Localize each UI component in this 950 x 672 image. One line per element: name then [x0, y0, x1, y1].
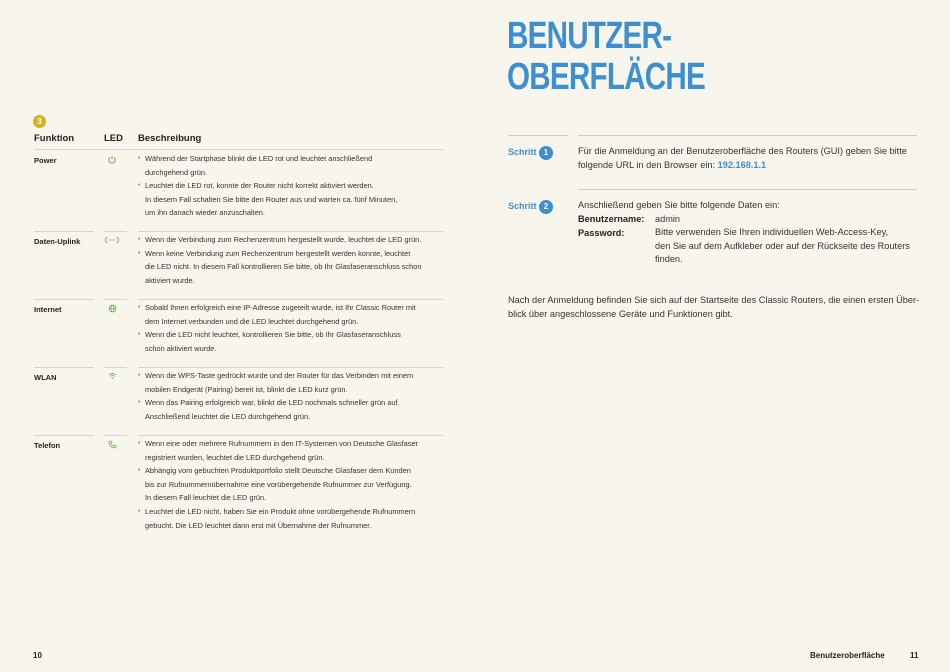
step-1-text-line2: folgende URL in den Browser ein: 192.168.1.1: [578, 159, 767, 170]
function-label: Telefon: [34, 441, 61, 450]
username-value: admin: [655, 213, 681, 224]
row-divider: [138, 367, 443, 368]
closing-line-2: blick über angeschlossene Geräte und Funktionen gibt.: [508, 308, 733, 319]
row-divider: [34, 231, 94, 232]
step-2-number: 2: [539, 200, 553, 214]
power-icon: [104, 155, 120, 167]
list-item: • Abhängig vom gebuchten Produktportfolio stellt Deutsche Glasfaser dem Kunden bis zur Rufnummernübernahme eine vorübergehende Rufnummer zur Verfügung. In diesem Fall leuchtet die LED grün.: [138, 464, 448, 505]
step-2-intro: Anschließend geben Sie bitte folgende Daten ein:: [578, 200, 780, 210]
step-2-label: Schritt: [508, 201, 537, 211]
function-label: Daten-Uplink: [34, 237, 81, 246]
description-list: [138, 152, 448, 220]
row-divider: [104, 231, 127, 232]
row-divider: [138, 299, 443, 300]
header-beschreibung: Beschreibung: [138, 133, 202, 144]
uplink-icon: [104, 236, 120, 248]
row-divider: [104, 367, 127, 368]
section-badge: 3: [33, 115, 46, 128]
title-line-1: BENUTZER-: [507, 15, 672, 57]
list-item: • Wenn keine Verbindung zum Rechenzentrum hergestellt werden konnte, leuchtet die LED nicht. In diesem Fall kontrollieren Sie bitte, ob Ihr Glasfaseranschluss schon aktiviert wurde.: [138, 247, 448, 288]
description-list: [138, 301, 448, 355]
closing-line-1: Nach der Anmeldung befinden Sie sich auf der Startseite des Classic Routers, die einen ersten Über-: [508, 295, 920, 305]
list-item: • Wenn eine oder mehrere Rufnummern in den IT-Systemen von Deutsche Glasfaser registriert wurden, leuchtet die LED durchgehend grün.: [138, 437, 448, 464]
header-led: LED: [104, 133, 123, 144]
list-item: • Sobald Ihnen erfolgreich eine IP-Adresse zugeteilt wurde, ist Ihr Classic Router mit dem Internet verbunden und die LED leuchtet durchgehend grün.: [138, 301, 448, 328]
row-divider: [34, 435, 94, 436]
row-divider: [34, 367, 94, 368]
page-number-right: 11: [910, 651, 919, 660]
password-label: Password:: [578, 228, 625, 238]
list-item: • Leuchtet die LED nicht, haben Sie ein Produkt ohne vorübergehende Rufnummern gebucht. Die LED leuchtet dann erst mit Übernahme der Rufnummer.: [138, 505, 448, 532]
table-header: [34, 133, 443, 150]
function-label: Internet: [34, 305, 62, 314]
list-item: • Leuchtet die LED rot, konnte der Router nicht korrekt aktiviert werden. In diesem Fall schalten Sie bitte den Router aus und warten ca. fünf Minuten, um ihn danach wieder anzuschalten.: [138, 179, 448, 220]
row-divider: [34, 299, 94, 300]
description-list: [138, 437, 448, 532]
password-line-2: den Sie auf dem Aufkleber oder auf der Rückseite des Routers: [655, 240, 910, 251]
step-1-label: Schritt: [508, 147, 537, 157]
list-item: • Wenn die WPS-Taste gedrückt wurde und der Router für das Verbinden mit einem mobilen Endgerät (Pairing) bereit ist, blinkt die LED kurz grün.: [138, 369, 448, 396]
list-item: • Während der Startphase blinkt die LED rot und leuchtet anschließend durchgehend grün.: [138, 152, 448, 179]
page-title: [507, 16, 705, 98]
step-1-number: 1: [539, 146, 553, 160]
list-item: • Wenn die Verbindung zum Rechenzentrum hergestellt wurde, leuchtet die LED grün.: [138, 233, 448, 247]
list-item: • Wenn das Pairing erfolgreich war, blinkt die LED nochmals schneller grün auf. Anschließend leuchtet die LED durchgehend grün.: [138, 396, 448, 423]
row-divider: [104, 435, 127, 436]
step-1-text-line1: Für die Anmeldung an der Benutzeroberfläche des Routers (GUI) geben Sie bitte: [578, 146, 907, 156]
password-line-3: finden.: [655, 254, 683, 264]
description-list: [138, 369, 448, 423]
title-line-2: OBERFLÄCHE: [507, 56, 706, 98]
header-funktion: Funktion: [34, 133, 75, 144]
router-url: 192.168.1.1: [717, 159, 767, 170]
password-line-1: Bitte verwenden Sie Ihren individuellen Web-Access-Key,: [655, 227, 889, 237]
phone-icon: [104, 440, 120, 452]
divider: [578, 189, 917, 190]
list-item: • Wenn die LED nicht leuchtet, kontrollieren Sie bitte, ob Ihr Glasfaseranschluss schon aktiviert wurde.: [138, 328, 448, 355]
globe-icon: [104, 304, 120, 316]
wifi-icon: [104, 372, 120, 384]
divider: [578, 135, 917, 136]
footer-section-label: Benutzeroberfläche: [810, 651, 885, 660]
row-divider: [138, 435, 443, 436]
row-divider: [138, 231, 443, 232]
divider: [508, 135, 568, 136]
function-label: WLAN: [34, 373, 57, 382]
description-list: [138, 233, 448, 287]
username-label: Benutzername:: [578, 214, 645, 224]
function-label: Power: [34, 156, 57, 165]
row-divider: [104, 299, 127, 300]
page-number-left: 10: [33, 651, 42, 660]
